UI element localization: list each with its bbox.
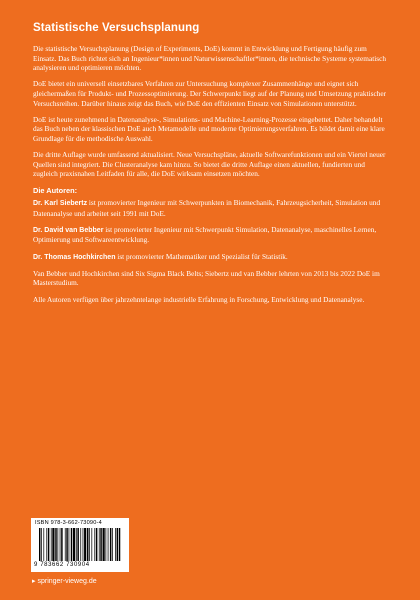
barcode-bar bbox=[43, 528, 44, 561]
blurb-paragraph-1: Die statistische Versuchsplanung (Design of Experiments, DoE) kommt in Entwicklung und Fertigung häufig zum Einsatz. Das Buch richtet sich an Ingenieur*innen und Naturwissenschaftler*innen, die technische Systeme systematisch analysieren und optimieren möchten. bbox=[33, 44, 386, 73]
barcode-bar bbox=[76, 528, 77, 561]
barcode-icon bbox=[39, 528, 121, 561]
barcode-bar bbox=[52, 528, 54, 561]
barcode-bar bbox=[117, 528, 118, 561]
barcode-bar bbox=[89, 528, 90, 561]
barcode-bar bbox=[112, 528, 113, 561]
author-bio-2 bbox=[33, 225, 388, 245]
barcode-bar bbox=[83, 528, 84, 561]
barcode-bar bbox=[115, 528, 116, 561]
closing-paragraph-1: Van Bebber und Hochkirchen sind Six Sigma Black Belts; Siebertz und van Bebber lehrten von 2013 bis 2022 DoE im Masterstudium. bbox=[33, 268, 380, 288]
author-name-3: Dr. Thomas Hochkirchen bbox=[33, 253, 116, 261]
barcode-bar bbox=[57, 528, 58, 561]
author-bio-3 bbox=[33, 252, 388, 263]
author-text-2: ist promovierter Ingenieur mit Schwerpunkt Simulation, Datenanalyse, maschinelles Lernen, Optimierung und Softwareentwicklung. bbox=[33, 224, 377, 245]
barcode-bar bbox=[73, 528, 75, 561]
barcode-box bbox=[31, 518, 129, 572]
publisher-url: ▸ springer-vieweg.de bbox=[32, 578, 97, 585]
barcode-bar bbox=[94, 528, 95, 561]
barcode-bar bbox=[39, 528, 40, 561]
barcode-bar bbox=[48, 528, 49, 561]
blurb-paragraph-4: Die dritte Auflage wurde umfassend aktualisiert. Neue Versuchspläne, aktuelle Softwarefunktionen und ein Viertel neuer Quellen sind integriert. Die Clusteranalyse kam hinzu. So bietet die dritte Auflage einen aktuellen, fundierten und zugleich praxisnahen Leitfaden für alle, die DoE wirksam einsetzen möchten. bbox=[33, 150, 386, 179]
barcode-bar bbox=[46, 528, 47, 561]
author-text-1: ist promovierter Ingenieur mit Schwerpunkten in Biomechanik, Fahrzeugsicherheit, Simulation und Datenanalyse und arbeitet seit 1991 mit DoE. bbox=[33, 198, 381, 218]
author-name-2: Dr. David van Bebber bbox=[33, 226, 104, 234]
barcode-digits: 9 783662 730904 bbox=[34, 562, 90, 568]
barcode-bar bbox=[77, 528, 78, 561]
blurb-paragraph-3: DoE ist heute zunehmend in Datenanalyse-, Simulations- und Machine-Learning-Prozesse eingebettet. Daher behandelt das Buch neben der klassischen DoE auch Metamodelle und moderne Optimierungsverfahren. Es bildet damit eine klare Grundlage für die methodische Auswahl. bbox=[33, 114, 385, 143]
barcode-bar bbox=[87, 528, 88, 561]
barcode-bar bbox=[80, 528, 81, 561]
barcode-bar bbox=[119, 528, 120, 561]
authors-heading: Die Autoren: bbox=[33, 185, 78, 195]
barcode-bar bbox=[66, 528, 67, 561]
publisher-url-text: springer-vieweg.de bbox=[37, 578, 97, 585]
author-text-3: ist promovierter Mathematiker und Spezialist für Statistik. bbox=[115, 251, 288, 261]
barcode-bar bbox=[61, 528, 62, 561]
barcode-bar bbox=[100, 528, 101, 561]
blurb bbox=[33, 44, 388, 311]
barcode-bar bbox=[69, 528, 70, 561]
barcode-bar bbox=[55, 528, 56, 561]
author-name-1: Dr. Karl Siebertz bbox=[33, 200, 88, 208]
barcode-bar bbox=[51, 528, 52, 561]
barcode-bar bbox=[60, 528, 61, 561]
isbn-text: ISBN 978-3-662-73090-4 bbox=[35, 520, 102, 526]
blurb-paragraph-2: DoE bietet ein universell einsetzbares Verfahren zur Untersuchung komplexer Zusammenhänge und eignet sich gleichermaßen für Produkt- und Prozessoptimierung. Der Schwerpunkt liegt auf der Planung und Umsetzung praktischer Versuchsreihen. Darüber hinaus zeigt das Buch, wie DoE den effizienten Einsatz von Simulationen unterstützt. bbox=[33, 79, 387, 108]
barcode-bar bbox=[41, 528, 42, 561]
barcode-bar bbox=[65, 528, 66, 561]
barcode-bar bbox=[91, 528, 92, 561]
book-title: Statistische Versuchsplanung bbox=[33, 22, 200, 34]
barcode-bar bbox=[84, 528, 86, 561]
barcode-bar bbox=[96, 528, 97, 561]
barcode-bar bbox=[108, 528, 109, 561]
barcode-bar bbox=[105, 528, 106, 561]
author-bio-1 bbox=[33, 198, 388, 218]
barcode-bar bbox=[110, 528, 111, 561]
barcode-bar bbox=[99, 528, 100, 561]
barcode-bar bbox=[103, 528, 105, 561]
closing-paragraph-2: Alle Autoren verfügen über jahrzehntelange industrielle Erfahrung in Forschung, Entwicklung und Datenanalyse. bbox=[33, 294, 365, 304]
barcode-bar bbox=[71, 528, 72, 561]
